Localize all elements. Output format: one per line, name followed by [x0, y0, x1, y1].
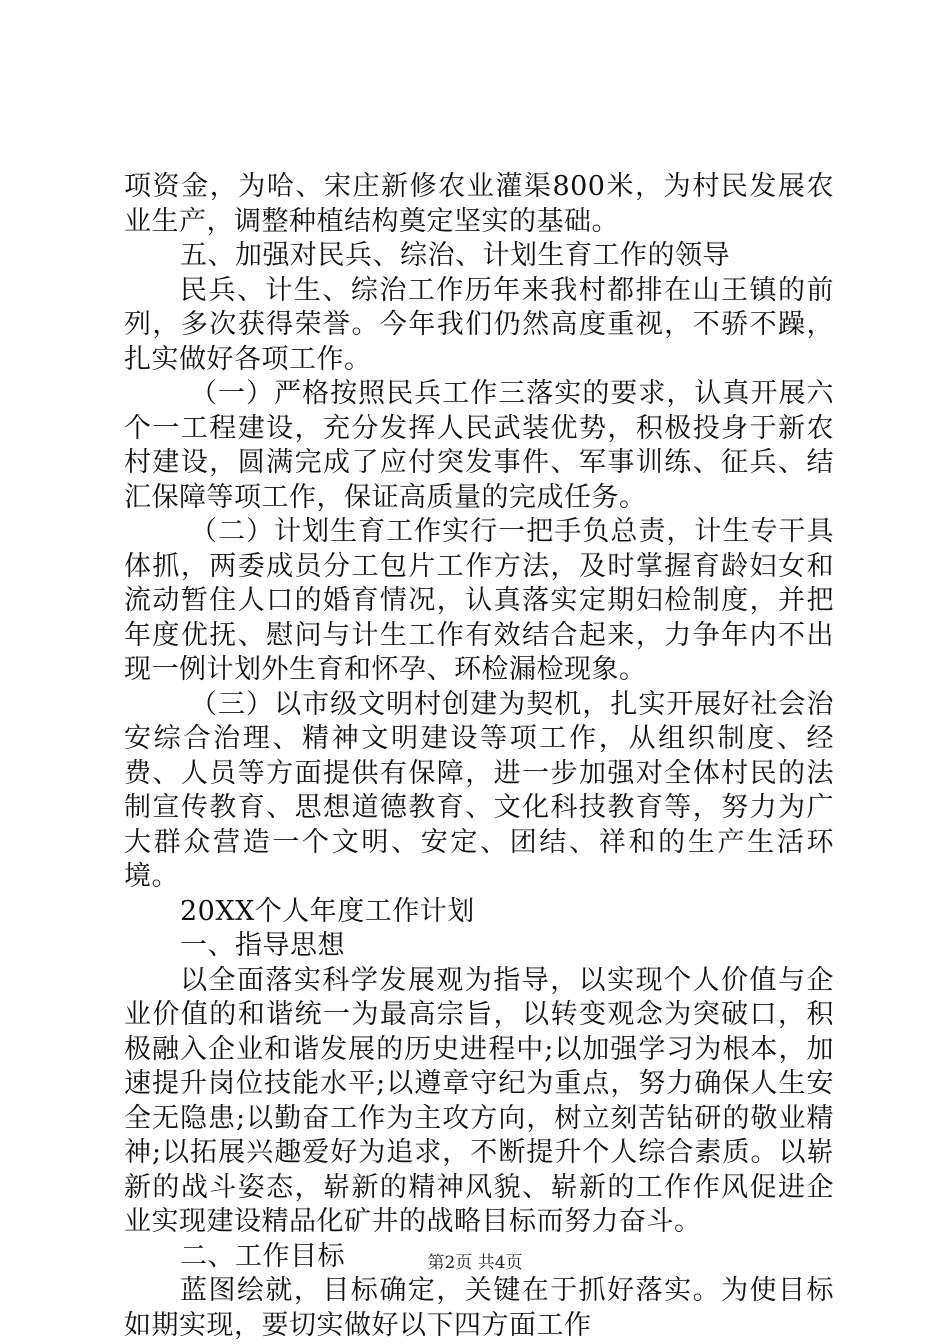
- paragraph-item-one: （一）严格按照民兵工作三落实的要求，认真开展六个一工程建设，充分发挥人民武装优势，积极投身于新农村建设，圆满完成了应付突发事件、军事训练、征兵、结汇保障等项工作，保证高质量的完成任务。: [124, 378, 834, 513]
- paragraph-militia-intro: 民兵、计生、综治工作历年来我村都排在山王镇的前列，多次获得荣誉。今年我们仍然高度重视，不骄不躁，扎实做好各项工作。: [124, 274, 834, 375]
- paragraph-guiding-thought: 以全面落实科学发展观为指导，以实现个人价值与企业价值的和谐统一为最高宗旨，以转变观念为突破口，积极融入企业和谐发展的历史进程中;以加强学习为根本，加速提升岗位技能水平;以遵章守纪为重点，努力确保人生安全无隐患;以勤奋工作为主攻方向，树立刻苦钻研的敬业精神;以拓展兴趣爱好为追求，不断提升个人综合素质。以崭新的战斗姿态，崭新的精神风貌、崭新的工作作风促进企业实现建设精品化矿井的战略目标而努力奋斗。: [124, 964, 834, 1237]
- heading-annual-plan: 20XX个人年度工作计划: [180, 895, 475, 927]
- heading-section-five: 五、加强对民兵、综治、计划生育工作的领导: [180, 240, 730, 271]
- paragraph-funding-continuation: 项资金，为哈、宋庄新修农业灌渠800米，为村民发展农业生产，调整种植结构奠定坚实的基础。: [124, 171, 834, 237]
- paragraph-work-goals: 蓝图绘就，目标确定，关键在于抓好落实。为使目标如期实现，要切实做好以下四方面工作: [124, 1275, 834, 1341]
- paragraph-item-two: （二）计划生育工作实行一把手负总责，计生专干具体抓，两委成员分工包片工作方法，及时掌握育龄妇女和流动暂住人口的婚育情况，认真落实定期妇检制度，并把年度优抚、慰问与计生工作有效结合起来，力争年内不出现一例计划外生育和怀孕、环检漏检现象。: [124, 516, 834, 685]
- page-number-footer: 第2页 共4页: [427, 1253, 523, 1273]
- document-body: [124, 170, 834, 1343]
- paragraph-item-three: （三）以市级文明村创建为契机，扎实开展好社会治安综合治理、精神文明建设等项工作，从组织制度、经费、人员等方面提供有保障，进一步加强对全体村民的法制宣传教育、思想道德教育、文化科技教育等，努力为广大群众营造一个文明、安定、团结、祥和的生产生活环境。: [124, 688, 834, 892]
- heading-guiding-thought: 一、指导思想: [180, 930, 345, 961]
- heading-work-goals: 二、工作目标: [180, 1240, 345, 1272]
